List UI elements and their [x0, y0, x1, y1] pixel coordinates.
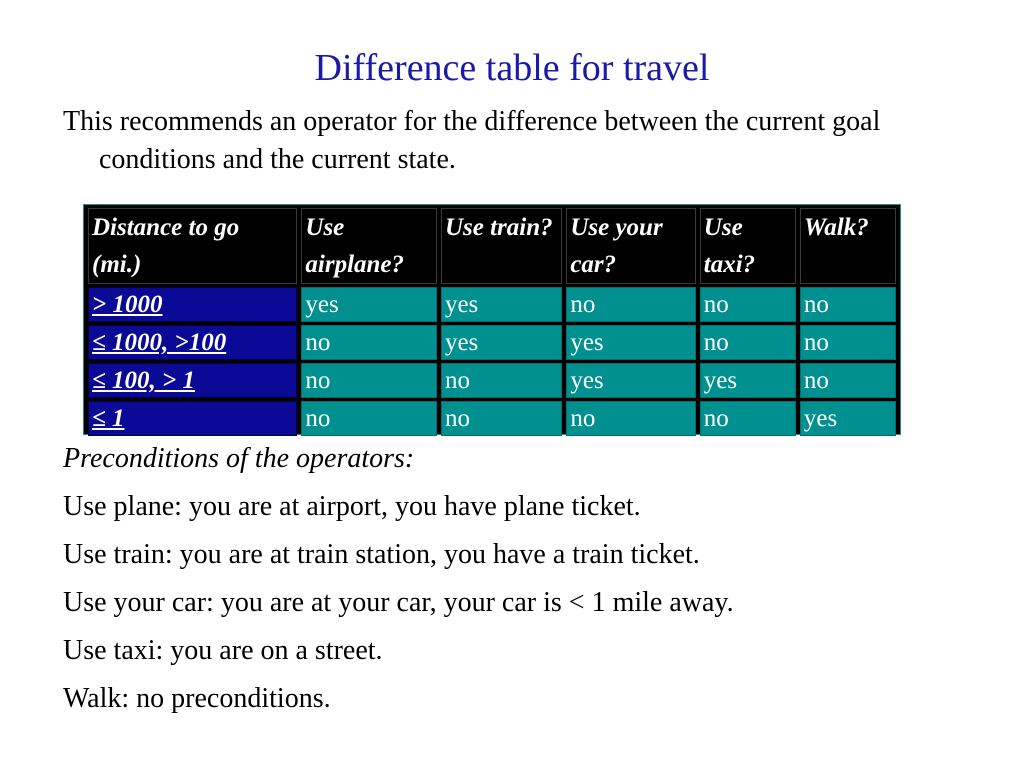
table-cell: no [800, 325, 896, 360]
table-cell: no [800, 363, 896, 398]
table-cell: no [700, 401, 796, 436]
table-row [88, 363, 896, 398]
table-cell: no [441, 401, 562, 436]
row-label: ≤ 100, > 1 [88, 363, 297, 398]
table-row [88, 325, 896, 360]
table-row [88, 401, 896, 436]
preconditions-list [63, 488, 734, 728]
table-cell: no [301, 363, 437, 398]
slide-title: Difference table for travel [314, 47, 710, 89]
header-taxi: Use taxi? [700, 208, 796, 284]
table-cell: no [800, 287, 896, 322]
list-item: Walk: no preconditions. [63, 683, 331, 714]
table-header-row [88, 208, 896, 284]
difference-table-grid [84, 205, 900, 439]
table-cell: no [441, 363, 562, 398]
row-label: ≤ 1 [88, 401, 297, 436]
list-item: Use train: you are at train station, you have a train ticket. [63, 539, 700, 570]
header-distance: Distance to go (mi.) [88, 208, 297, 284]
table-cell: yes [441, 325, 562, 360]
list-item: Use plane: you are at airport, you have plane ticket. [63, 491, 641, 522]
table-cell: no [301, 401, 437, 436]
table-cell: yes [441, 287, 562, 322]
table-cell: no [301, 325, 437, 360]
table-cell: yes [566, 325, 695, 360]
table-cell: yes [700, 363, 796, 398]
list-item: Use your car: you are at your car, your car is < 1 mile away. [63, 587, 734, 618]
table-cell: no [566, 401, 695, 436]
table-cell: yes [301, 287, 437, 322]
row-label: > 1000 [88, 287, 297, 322]
table-cell: yes [566, 363, 695, 398]
table-row [88, 287, 896, 322]
table-cell: no [700, 325, 796, 360]
header-airplane: Use airplane? [301, 208, 437, 284]
preconditions-heading: Preconditions of the operators: [63, 443, 415, 474]
row-label: ≤ 1000, >100 [88, 325, 297, 360]
header-car: Use your car? [566, 208, 695, 284]
header-walk: Walk? [800, 208, 896, 284]
table-cell: yes [800, 401, 896, 436]
table-cell: no [566, 287, 695, 322]
difference-table [83, 204, 901, 435]
header-train: Use train? [441, 208, 562, 284]
table-cell: no [700, 287, 796, 322]
list-item: Use taxi: you are on a street. [63, 635, 383, 666]
intro-text: This recommends an operator for the difference between the current goal conditions and the current state. [63, 106, 881, 175]
